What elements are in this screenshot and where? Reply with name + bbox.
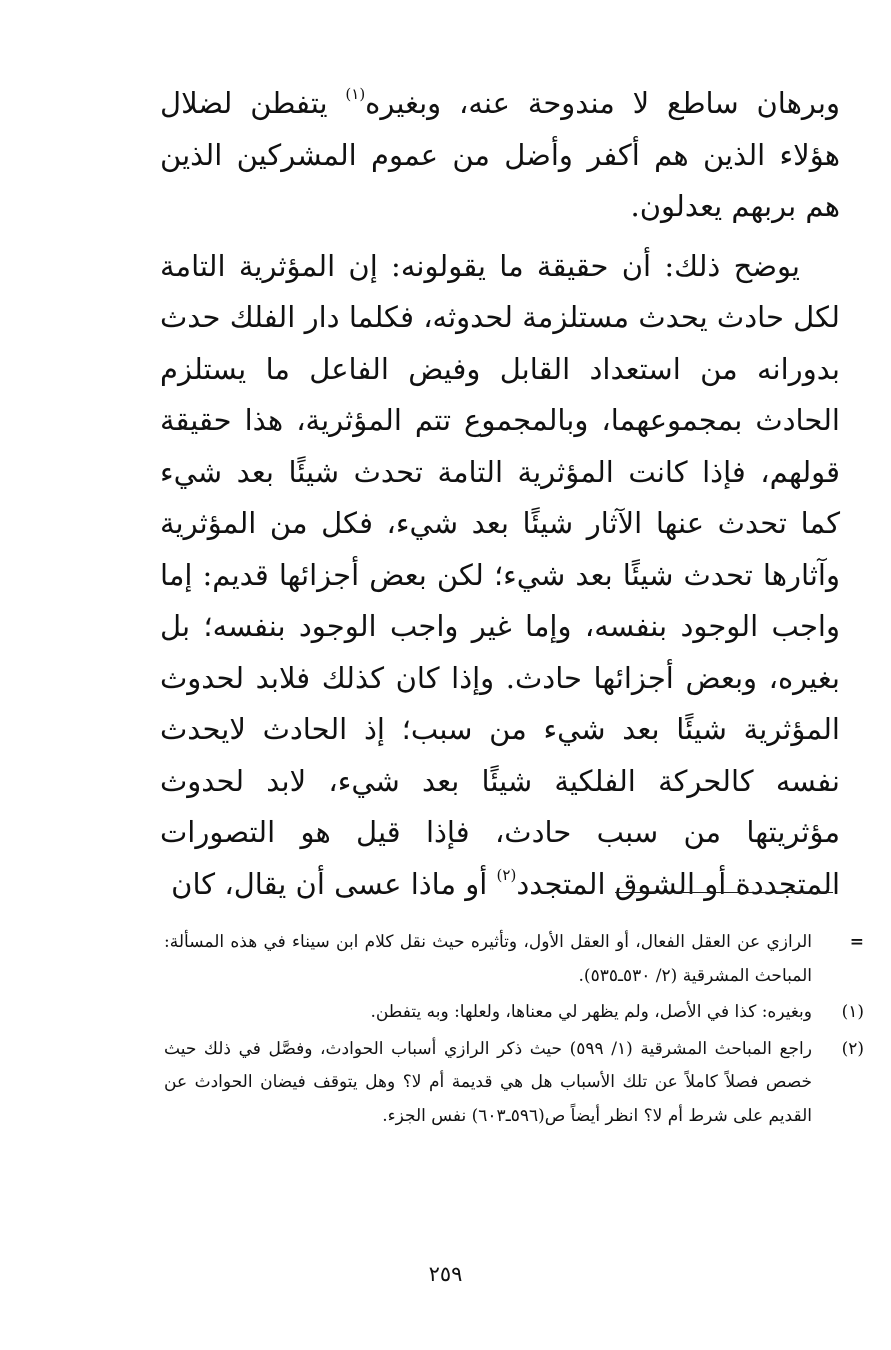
paragraph-1 <box>160 78 840 233</box>
paragraph-1-text-b: يتفطن لضلال هؤلاء الذين هم أكفر وأضل من عموم المشركين الذين هم بربهم يعدلون. <box>160 86 840 223</box>
footnote-ref-1: (١) <box>345 85 366 103</box>
footnote-continuation <box>164 926 864 993</box>
footnote-ref-2: (٢) <box>496 865 517 884</box>
footnote-mark: (٢) <box>841 1038 864 1059</box>
paragraph-2-text-a: يوضح ذلك: أن حقيقة ما يقولونه: إن المؤثرية التامة لكل حادث يحدث مستلزمة لحدوثه، فكلما دار الفلك حدث بدورانه من استعداد القابل وفيض الفاعل ما يستلزم الحادث بمجموعهما، وبالمجموع تتم المؤثرية، هذا حقيقة قولهم، فإذا كانت المؤثرية التامة تحدث شيئًا بعد شيء كما تحدث عنها الآثار شيئًا بعد شيء، فكل من المؤثرية وآثارها تحدث شيئًا بعد شيء؛ لكن بعض أجزائها قديم: إما واجب الوجود بنفسه، وإما غير واجب الوجود بنفسه؛ بل بغيره، وبعض أجزائها حادث. وإذا كان كذلك فلابد لحدوث المؤثرية شيئًا بعد شيء من سبب؛ إذ الحادث لايحدث نفسه كالحركة الفلكية شيئًا بعد شيء، لابد لحدوث مؤثريتها من سبب حادث، فإذا قيل هو التصورات المتجددة أو الشوق المتجدد <box>160 248 840 901</box>
footnote-mark: = <box>849 932 864 952</box>
page-number: ٢٥٩ <box>428 1262 463 1286</box>
footnote-2 <box>164 1033 864 1134</box>
footnote-text: وبغيره: كذا في الأصل، ولم يظهر لي معناها، ولعلها: وبه يتفطن. <box>370 1002 812 1022</box>
footnote-separator <box>615 892 833 893</box>
footnotes <box>164 926 864 1136</box>
footnote-1 <box>164 996 864 1030</box>
main-text <box>160 78 840 910</box>
footnote-text: الرازي عن العقل الفعال، أو العقل الأول، وتأثيره حيث نقل كلام ابن سيناء في هذه المسألة: المباحث المشرقية (٢/ ٥٣٠ـ٥٣٥). <box>164 932 812 986</box>
footnote-text: راجع المباحث المشرقية (١/ ٥٩٩) حيث ذكر الرازي أسباب الحوادث، وفصَّل في ذلك حيث خصص فصلاً كاملاً عن تلك الأسباب هل هي قديمة أم لا؟ وهل يتوقف فيضان الحوادث عن القديم على شرط أم لا؟ انظر أيضاً ص(٥٩٦ـ٦٠٣) نفس الجزء. <box>164 1038 812 1126</box>
paragraph-1-text-a: وبرهان ساطع لا مندوحة عنه، وبغيره <box>365 86 840 120</box>
footnote-mark: (١) <box>841 1002 864 1022</box>
paragraph-2 <box>160 241 840 911</box>
paragraph-2-text-b: أو ماذا عسى أن يقال، كان <box>171 866 497 901</box>
